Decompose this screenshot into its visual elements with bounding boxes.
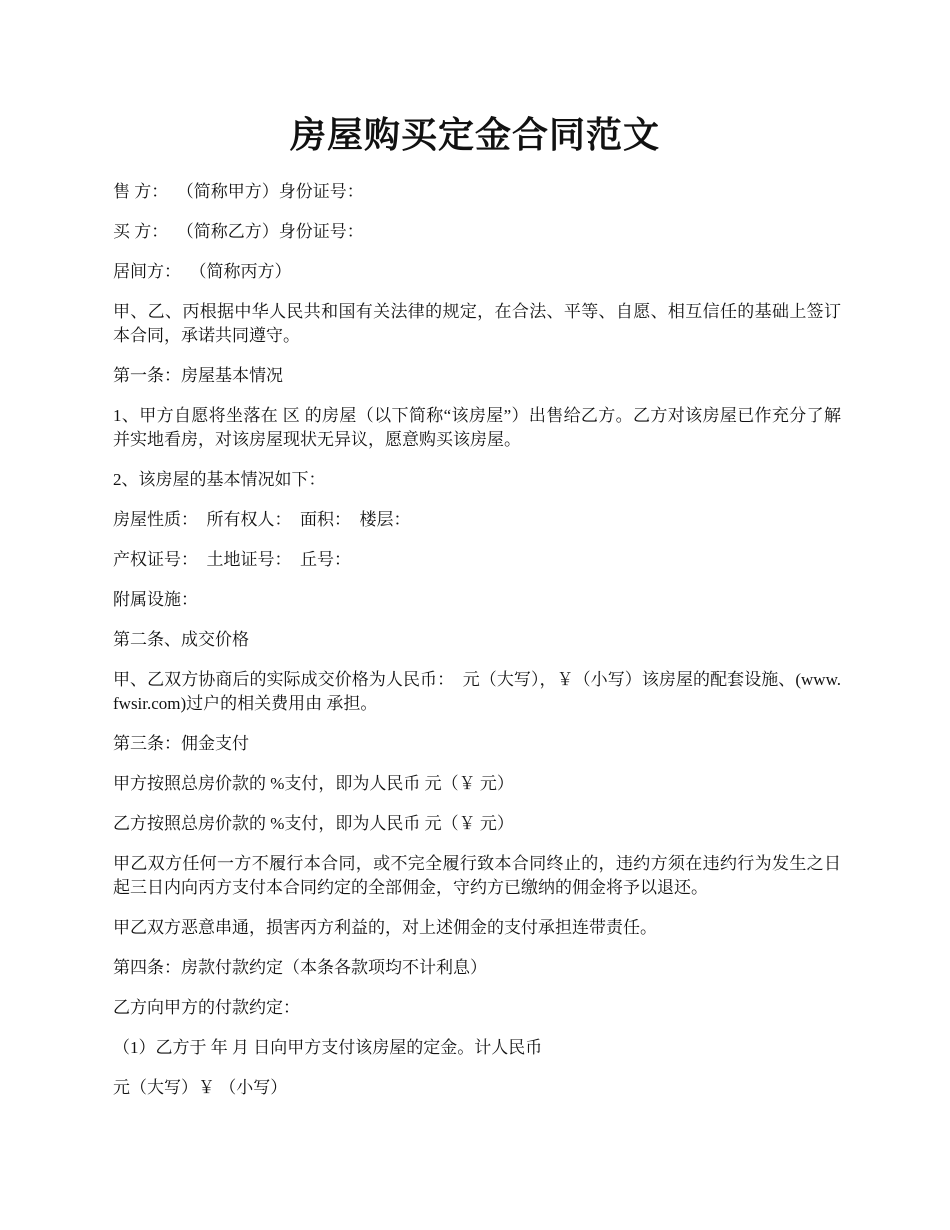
paragraph-payment-terms: 乙方向甲方的付款约定：: [113, 998, 300, 1017]
section-heading-4: 第四条：房款付款约定（本条各款项均不计利息）: [113, 958, 487, 977]
paragraph-intermediary: 居间方： （简称丙方）: [113, 262, 292, 281]
section-heading-1: 第一条：房屋基本情况: [113, 366, 283, 385]
paragraph-buyer: 买 方： （简称乙方）身份证号：: [113, 222, 364, 241]
paragraph-clause-1-1: 1、甲方自愿将坐落在 区 的房屋（以下简称“该房屋”）出售给乙方。乙方对该房屋已作充分了解并实地看房，对该房屋现状无异议，愿意购买该房屋。: [113, 406, 841, 449]
document-title: 房屋购买定金合同范文: [289, 115, 660, 155]
section-heading-3: 第三条：佣金支付: [113, 734, 249, 753]
paragraph-deposit-amount: 元（大写）￥ （小写）: [113, 1078, 288, 1097]
paragraph-property-nature: 房屋性质： 所有权人： 面积： 楼层：: [113, 510, 411, 529]
paragraph-clause-1-2: 2、该房屋的基本情况如下：: [113, 470, 326, 489]
section-heading-2: 第二条、成交价格: [113, 630, 249, 649]
paragraph-preamble: 甲、乙、丙根据中华人民共和国有关法律的规定，在合法、平等、自愿、相互信任的基础上签订本合同，承诺共同遵守。: [113, 302, 841, 345]
paragraph-deposit-date: （1）乙方于 年 月 日向甲方支付该房屋的定金。计人民币: [113, 1038, 543, 1057]
paragraph-certificate-numbers: 产权证号： 土地证号： 丘号：: [113, 550, 351, 569]
document-body: [113, 180, 841, 1116]
paragraph-commission-party-a: 甲方按照总房价款的 %支付，即为人民币 元（￥ 元）: [113, 774, 514, 793]
paragraph-seller: 售 方： （简称甲方）身份证号：: [113, 182, 364, 201]
paragraph-price: 甲、乙双方协商后的实际成交价格为人民币： 元（大写），￥（小写）该房屋的配套设施、(www.fwsir.com)过户的相关费用由 承担。: [113, 670, 841, 713]
paragraph-commission-party-b: 乙方按照总房价款的 %支付，即为人民币 元（￥ 元）: [113, 814, 514, 833]
paragraph-facilities: 附属设施：: [113, 590, 198, 609]
paragraph-breach: 甲乙双方任何一方不履行本合同，或不完全履行致本合同终止的，违约方须在违约行为发生之日起三日内向丙方支付本合同约定的全部佣金，守约方已缴纳的佣金将予以退还。: [113, 854, 841, 897]
paragraph-collusion: 甲乙双方恶意串通，损害丙方利益的，对上述佣金的支付承担连带责任。: [113, 918, 657, 937]
